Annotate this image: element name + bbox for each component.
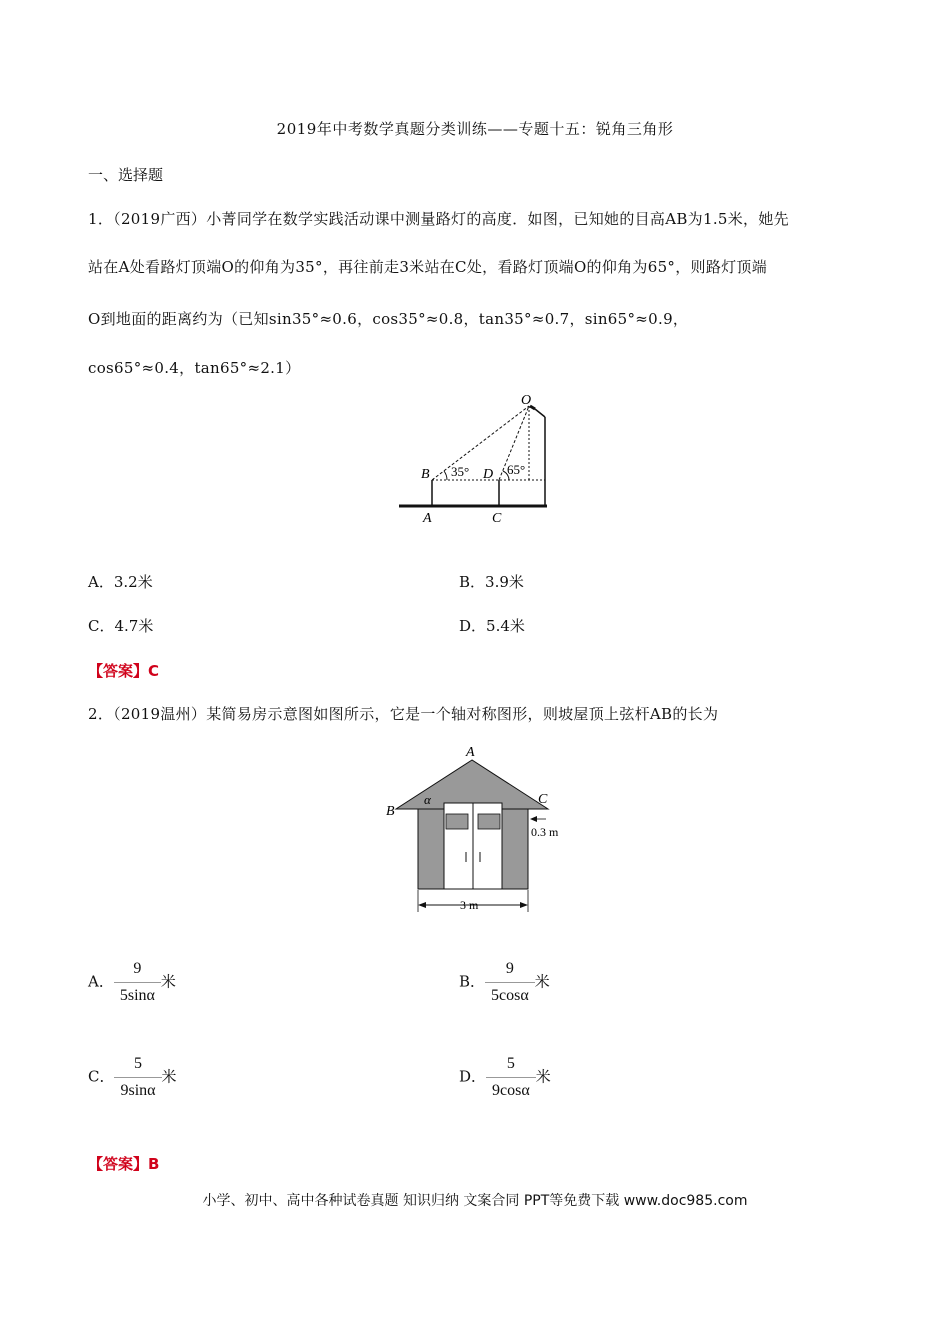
q1-option-c: C．4.7米 [88, 617, 154, 635]
label-overhang: 0.3 m [531, 825, 559, 839]
angle-arc-35 [444, 471, 447, 480]
label-O: O [521, 393, 532, 408]
q2-option-b: B． $\frac{9}{5\cos\alpha}$ 米 [459, 960, 550, 1004]
q1-option-b: B．3.9米 [459, 573, 524, 591]
label-A: A [423, 511, 432, 526]
q2-text-line-1: 2．（2019温州）某简易房示意图如图所示，它是一个轴对称图形，则坡屋顶上弦杆AB的长为 [88, 705, 719, 723]
q2-house-figure [380, 740, 580, 920]
label-B: B [421, 467, 430, 482]
answer-value: B [148, 1155, 160, 1173]
lamp-arm [535, 409, 545, 417]
page-title: 2019年中考数学真题分类训练——专题十五：锐角三角形 [276, 120, 674, 138]
fraction: $\frac{9}{5\cos\alpha}$ [485, 960, 535, 1005]
label-B: B [386, 804, 395, 819]
label-width: 3 m [460, 898, 479, 912]
fraction: $\frac{9}{5\sin\alpha}$ [114, 960, 161, 1005]
answer-value: C [148, 662, 160, 680]
q1-text-line-1: 1．（2019广西）小菁同学在数学实践活动课中测量路灯的高度．如图，已知她的目高AB为1.5米，她先 [88, 210, 789, 228]
fraction: $\frac{5}{9\sin\alpha}$ [114, 1055, 161, 1100]
left-window [446, 814, 468, 829]
q1-text-line-2: 站在A处看路灯顶端O的仰角为35°，再往前走3米站在C处，看路灯顶端O的仰角为65°，则路灯顶端 [88, 258, 768, 276]
answer-label: 【答案】 [88, 1155, 149, 1173]
label-A: A [466, 745, 475, 760]
label-angle-35: 35° [451, 464, 470, 479]
q1-streetlight-figure [395, 390, 555, 530]
q2-option-c: C． $\frac{5}{9\sin\alpha}$ 米 [88, 1055, 177, 1099]
answer-label: 【答案】 [88, 662, 149, 680]
q2-option-a: A． $\frac{9}{5\sin\alpha}$ 米 [88, 960, 176, 1004]
q1-text-line-3: O到地面的距离约为（已知sin35°≈0.6，cos35°≈0.8，tan35°≈0.7，sin65°≈0.9， [88, 310, 689, 328]
q2-option-d: D． $\frac{5}{9\cos\alpha}$ 米 [459, 1055, 551, 1099]
section-heading: 一、选择题 [88, 166, 164, 184]
roof [396, 760, 548, 809]
dim-arrow-left [418, 902, 426, 908]
label-C: C [492, 511, 502, 526]
overhang-arrow [530, 816, 537, 822]
fraction: $\frac{5}{9\cos\alpha}$ [486, 1055, 536, 1100]
q1-text-line-4: cos65°≈0.4，tan65°≈2.1） [88, 359, 301, 377]
label-alpha: α [424, 792, 431, 807]
label-C: C [538, 792, 548, 807]
q1-answer [88, 660, 159, 681]
right-window [478, 814, 500, 829]
q1-option-a: A．3.2米 [88, 573, 153, 591]
label-D: D [483, 467, 494, 482]
q2-answer [88, 1153, 159, 1174]
footer-text: 小学、初中、高中各种试卷真题 知识归纳 文案合同 PPT等免费下载 www.doc985.com [202, 1193, 748, 1209]
q1-option-d: D．5.4米 [459, 617, 525, 635]
dim-arrow-right [520, 902, 528, 908]
label-angle-65: 65° [507, 462, 526, 477]
